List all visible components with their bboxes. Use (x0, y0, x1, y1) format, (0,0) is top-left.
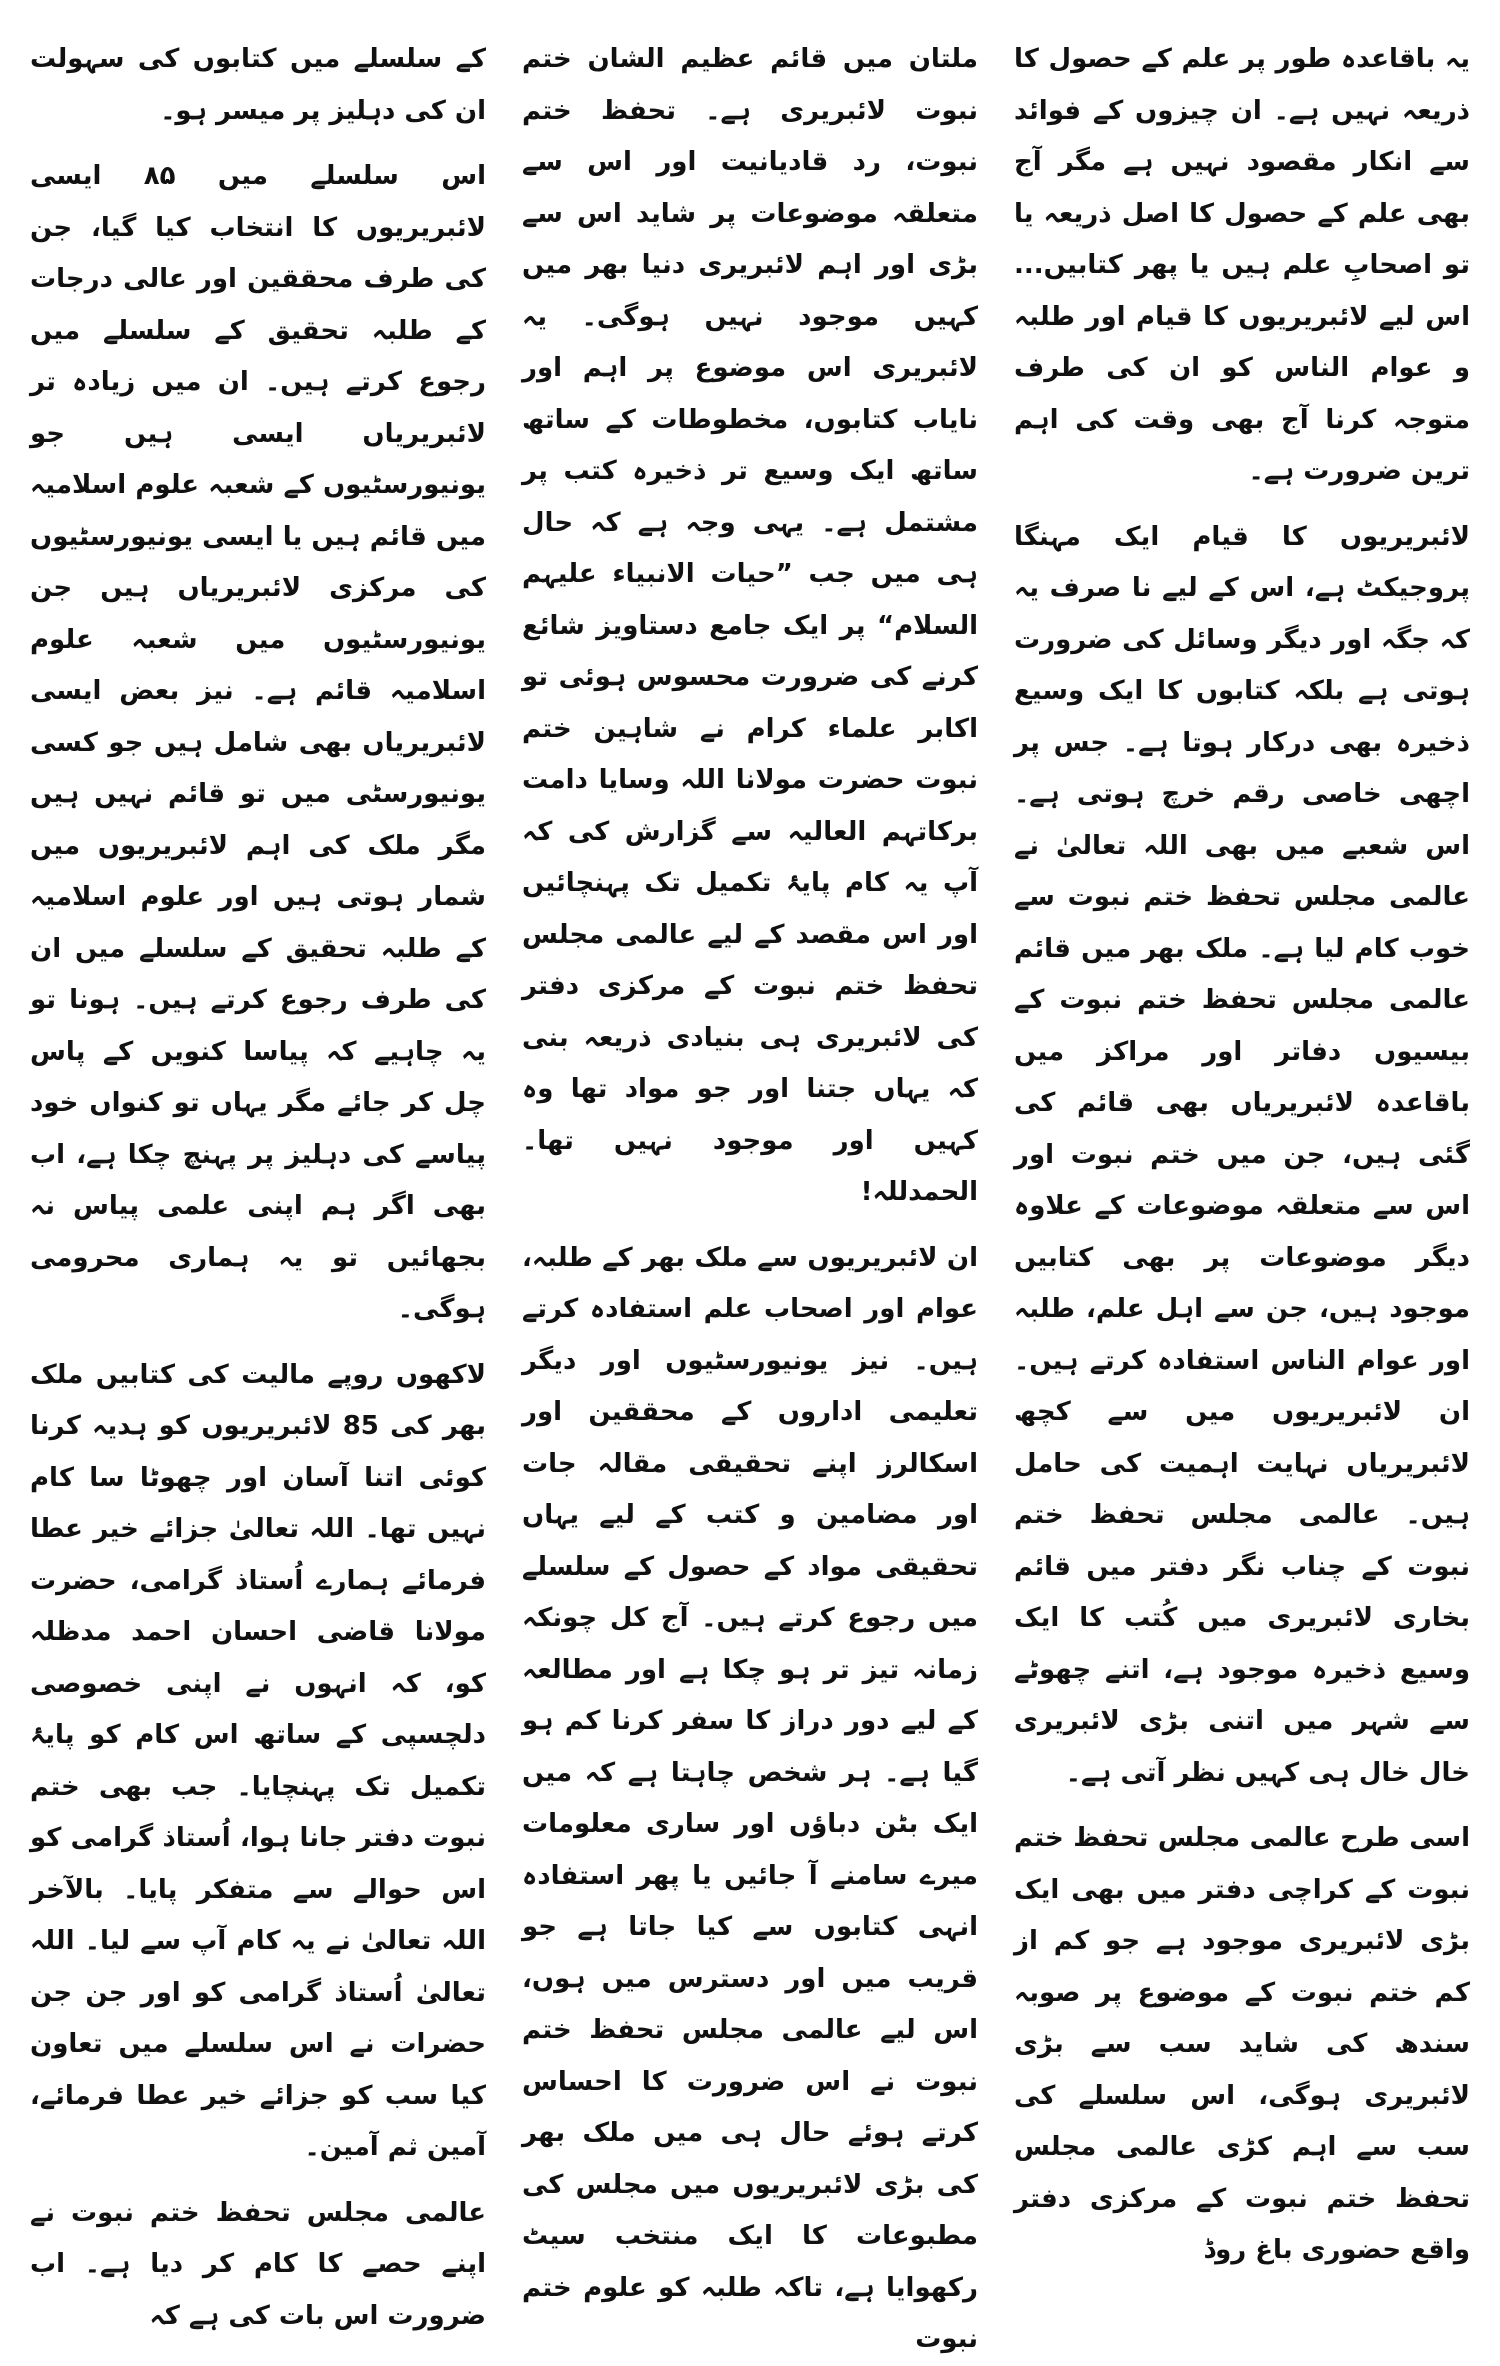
paragraph: لاکھوں روپے مالیت کی کتابیں ملک بھر کی 85 لائبریریوں کو ہدیہ کرنا کوئی اتنا آسان اور چھوٹا سا کام نہیں تھا۔ اللہ تعالیٰ جزائے خیر عطا فرمائے ہمارے اُستاذ گرامی، حضرت مولانا قاضی احسان احمد مدظلہ کو، کہ انہوں نے اپنی خصوصی دلچسپی کے ساتھ اس کام کو پایۂ تکمیل تک پہنچایا۔ جب بھی ختم نبوت دفتر جانا ہوا، اُستاذ گرامی کو اس حوالے سے متفکر پایا۔ بالآخر اللہ تعالیٰ نے یہ کام آپ سے لیا۔ اللہ تعالیٰ اُستاذ گرامی کو اور جن جن حضرات نے اس سلسلے میں تعاون کیا سب کو جزائے خیر عطا فرمائے، آمین ثم آمین۔ (30, 1359, 486, 2162)
newspaper-page (30, 34, 1470, 2354)
paragraph: یہ باقاعدہ طور پر علم کے حصول کا ذریعہ نہیں ہے۔ ان چیزوں کے فوائد سے انکار مقصود نہیں ہے مگر آج بھی علم کے حصول کا اصل ذریعہ یا تو اصحابِ علم ہیں یا پھر کتابیں... اس لیے لائبریریوں کا قیام اور طلبہ و عوام الناس کو ان کی طرف متوجہ کرنا آج بھی وقت کی اہم ترین ضرورت ہے۔ (1014, 44, 1470, 486)
article-column-left (30, 34, 486, 2331)
paragraph: کے سلسلے میں کتابوں کی سہولت ان کی دہلیز پر میسر ہو۔ (30, 44, 486, 126)
paragraph: اسی طرح عالمی مجلس تحفظ ختم نبوت کے کراچی دفتر میں بھی ایک بڑی لائبریری موجود ہے جو کم از کم ختم نبوت کے موضوع پر صوبہ سندھ کی شاید سب سے بڑی لائبریری ہوگی، اس سلسلے کی سب سے اہم کڑی عالمی مجلس تحفظ ختم نبوت کے مرکزی دفتر واقع حضوری باغ روڈ (1014, 1823, 1470, 2265)
paragraph: اس سلسلے میں ۸۵ ایسی لائبریریوں کا انتخاب کیا گیا، جن کی طرف محققین اور عالی درجات کے طلبہ تحقیق کے سلسلے میں رجوع کرتے ہیں۔ ان میں زیادہ تر لائبریریاں ایسی ہیں جو یونیورسٹیوں کے شعبہ علوم اسلامیہ میں قائم ہیں یا ایسی یونیورسٹیوں کی مرکزی لائبریریاں ہیں جن یونیورسٹیوں میں شعبہ علوم اسلامیہ قائم ہے۔ نیز بعض ایسی لائبریریاں بھی شامل ہیں جو کسی یونیورسٹی میں تو قائم نہیں ہیں مگر ملک کی اہم لائبریریوں میں شمار ہوتی ہیں اور علوم اسلامیہ کے طلبہ تحقیق کے سلسلے میں ان کی طرف رجوع کرتے ہیں۔ ہونا تو یہ چاہیے کہ پیاسا کنویں کے پاس چل کر جائے مگر یہاں تو کنواں خود پیاسے کی دہلیز پر پہنچ چکا ہے، اب بھی اگر ہم اپنی علمی پیاس نہ بجھائیں تو یہ ہماری محرومی ہوگی۔ (30, 161, 486, 1324)
article-column-right (1014, 34, 1470, 2265)
paragraph: لائبریریوں کا قیام ایک مہنگا پروجیکٹ ہے، اس کے لیے نا صرف یہ کہ جگہ اور دیگر وسائل کی ضرورت ہوتی ہے بلکہ کتابوں کا ایک وسیع ذخیرہ بھی درکار ہوتا ہے۔ جس پر اچھی خاصی رقم خرچ ہوتی ہے۔ اس شعبے میں بھی اللہ تعالیٰ نے عالمی مجلس تحفظ ختم نبوت سے خوب کام لیا ہے۔ ملک بھر میں قائم عالمی مجلس تحفظ ختم نبوت کے بیسیوں دفاتر اور مراکز میں باقاعدہ لائبریریاں بھی قائم کی گئی ہیں، جن میں ختم نبوت اور اس سے متعلقہ موضوعات کے علاوہ دیگر موضوعات پر بھی کتابیں موجود ہیں، جن سے اہل علم، طلبہ اور عوام الناس استفادہ کرتے ہیں۔ ان لائبریریوں میں سے کچھ لائبریریاں نہایت اہمیت کی حامل ہیں۔ عالمی مجلس تحفظ ختم نبوت کے چناب نگر دفتر میں قائم بخاری لائبریری میں کُتب کا ایک وسیع ذخیرہ موجود ہے، اتنے چھوٹے سے شہر میں اتنی بڑی لائبریری خال خال ہی کہیں نظر آتی ہے۔ (1014, 521, 1470, 1788)
article-column-middle (522, 34, 978, 2354)
paragraph: عالمی مجلس تحفظ ختم نبوت نے اپنے حصے کا کام کر دیا ہے۔ اب ضرورت اس بات کی ہے کہ (30, 2197, 486, 2331)
paragraph: ان لائبریریوں سے ملک بھر کے طلبہ، عوام اور اصحاب علم استفادہ کرتے ہیں۔ نیز یونیورسٹیوں اور دیگر تعلیمی اداروں کے محققین اور اسکالرز اپنے تحقیقی مقالہ جات اور مضامین و کتب کے لیے یہاں تحقیقی مواد کے حصول کے سلسلے میں رجوع کرتے ہیں۔ آج کل چونکہ زمانہ تیز تر ہو چکا ہے اور مطالعہ کے لیے دور دراز کا سفر کرنا کم ہو گیا ہے۔ ہر شخص چاہتا ہے کہ میں ایک بٹن دباؤں اور ساری معلومات میرے سامنے آ جائیں یا پھر استفادہ انہی کتابوں سے کیا جاتا ہے جو قریب میں اور دسترس میں ہوں، اس لیے عالمی مجلس تحفظ ختم نبوت نے اس ضرورت کا احساس کرتے ہوئے حال ہی میں ملک بھر کی بڑی لائبریریوں میں مجلس کی مطبوعات کا ایک منتخب سیٹ رکھوایا ہے، تاکہ طلبہ کو علوم ختم نبوت (522, 1242, 978, 2354)
paragraph: ملتان میں قائم عظیم الشان ختم نبوت لائبریری ہے۔ تحفظ ختم نبوت، رد قادیانیت اور اس سے متعلقہ موضوعات پر شاید اس سے بڑی اور اہم لائبریری دنیا بھر میں کہیں موجود نہیں ہوگی۔ یہ لائبریری اس موضوع پر اہم اور نایاب کتابوں، مخطوطات کے ساتھ ساتھ ایک وسیع تر ذخیرہ کتب پر مشتمل ہے۔ یہی وجہ ہے کہ حال ہی میں جب ”حیات الانبیاء علیہم السلام“ پر ایک جامع دستاویز شائع کرنے کی ضرورت محسوس ہوئی تو اکابر علماء کرام نے شاہین ختم نبوت حضرت مولانا اللہ وسایا دامت برکاتہم العالیہ سے گزارش کی کہ آپ یہ کام پایۂ تکمیل تک پہنچائیں اور اس مقصد کے لیے عالمی مجلس تحفظ ختم نبوت کے مرکزی دفتر کی لائبریری ہی بنیادی ذریعہ بنی کہ یہاں جتنا اور جو مواد تھا وہ کہیں اور موجود نہیں تھا۔ الحمدللہ! (522, 44, 978, 1207)
